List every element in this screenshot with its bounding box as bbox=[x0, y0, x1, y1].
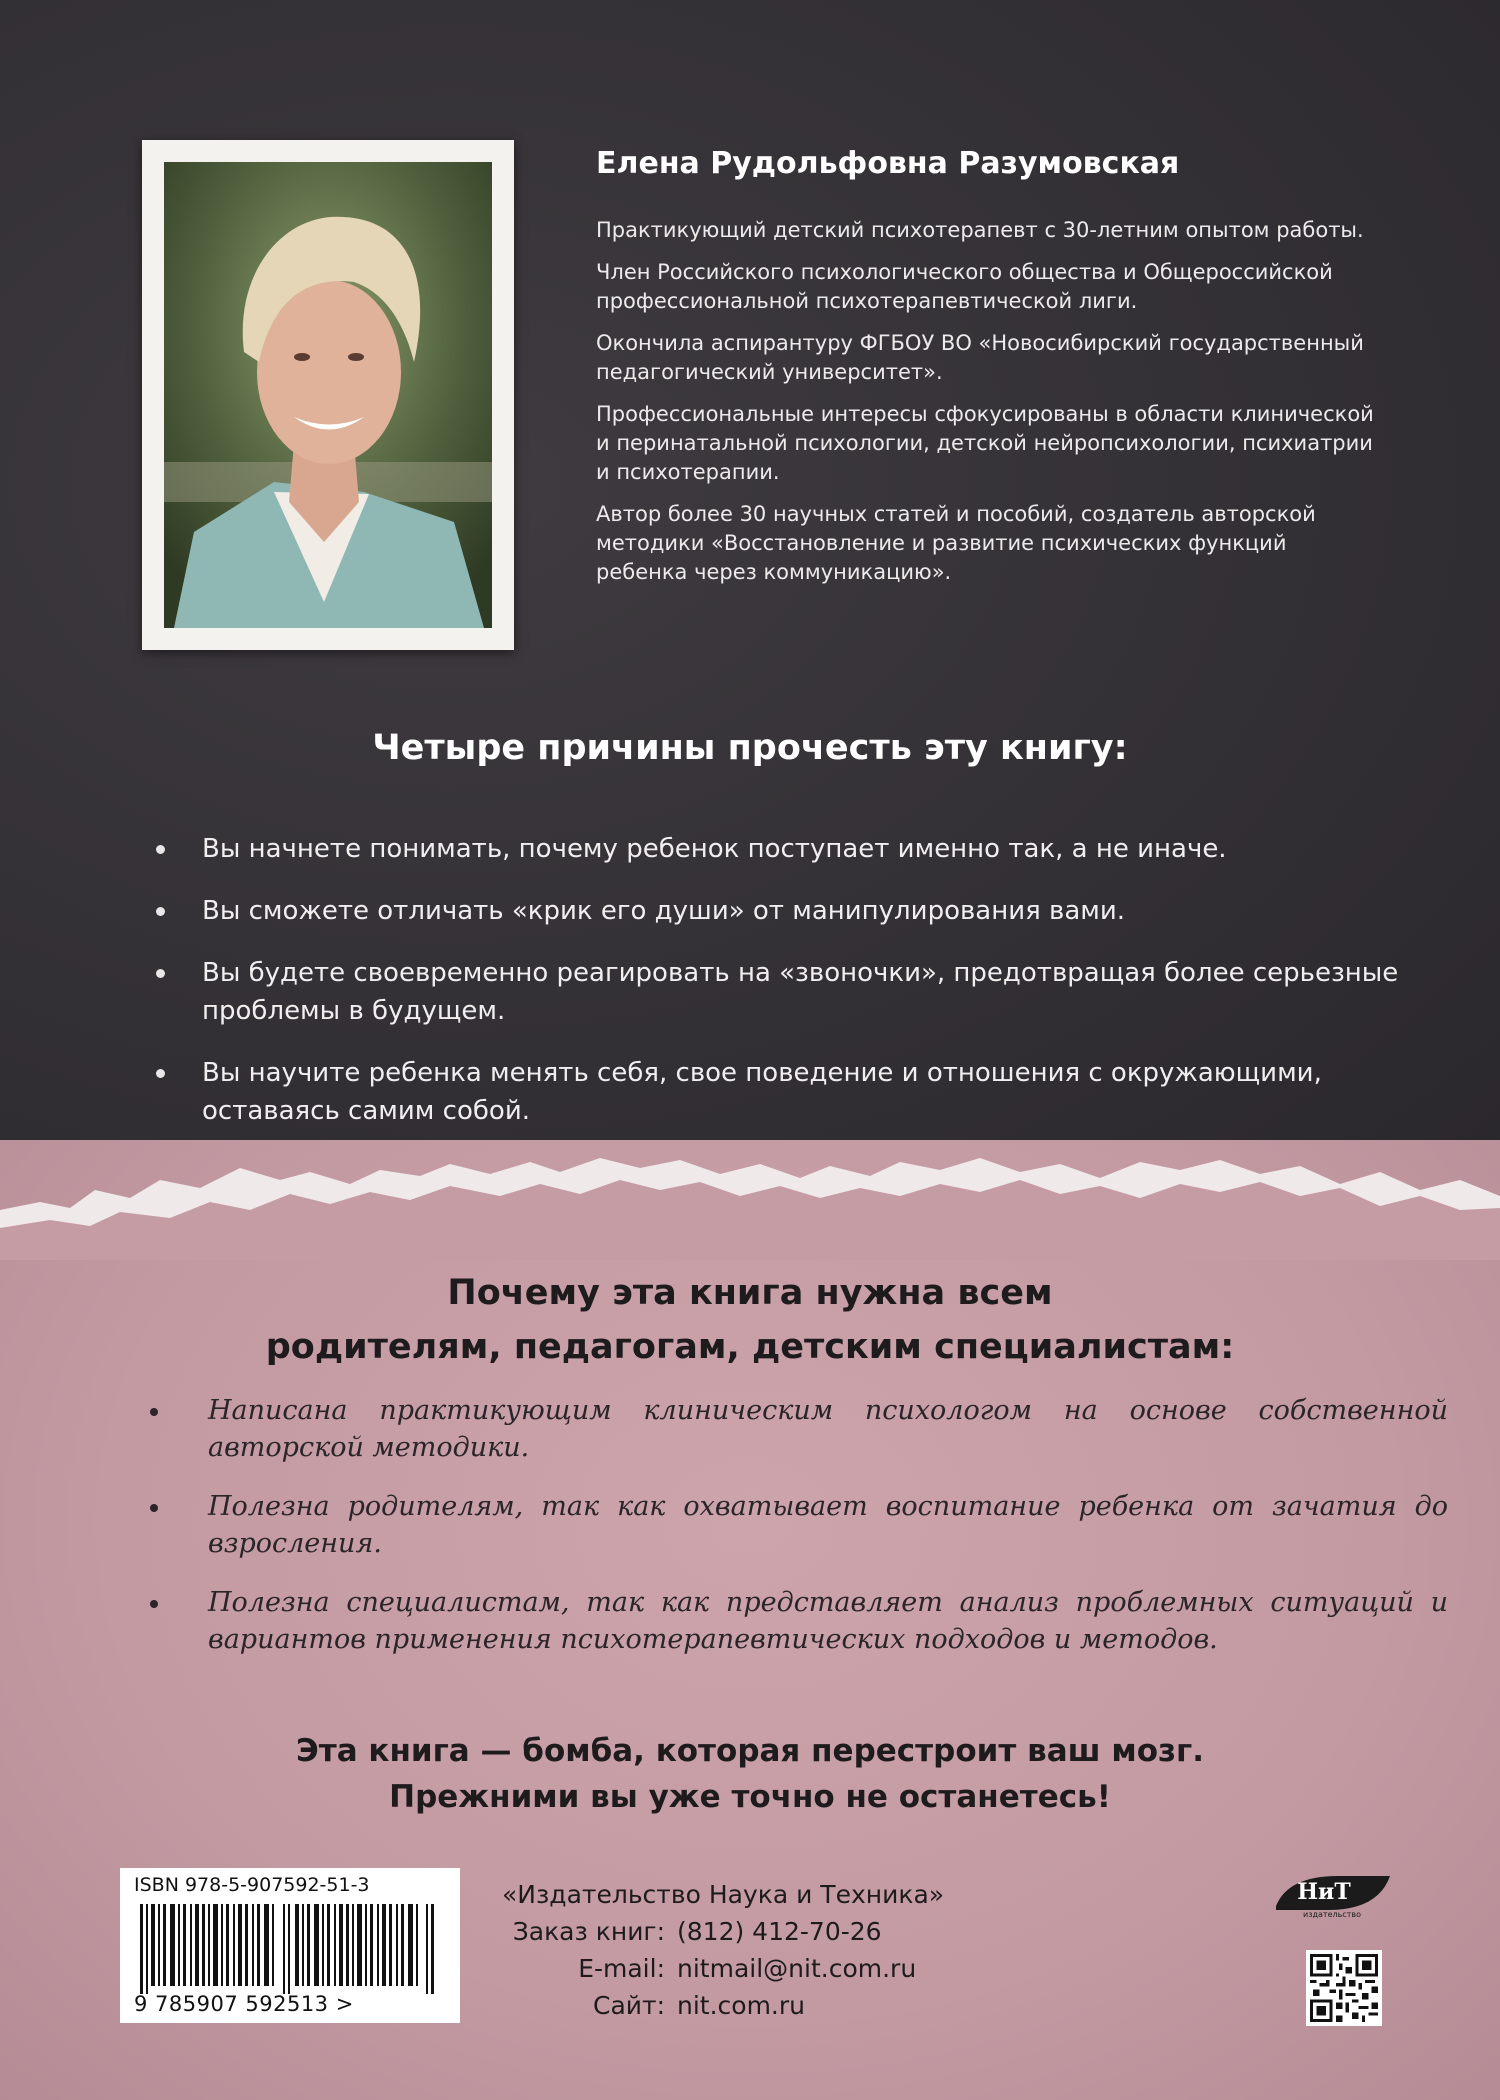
list-item-text: Вы начнете понимать, почему ребенок поступает именно так, а не иначе. bbox=[202, 834, 1227, 864]
closing-statement bbox=[0, 1728, 1500, 1820]
why-title bbox=[0, 1266, 1500, 1374]
closing-line: Прежними вы уже точно не останетесь! bbox=[389, 1779, 1111, 1815]
order-row bbox=[500, 1917, 1020, 1946]
list-item-text: Полезна специалистам, так как представляет анализ проблемных ситуаций и вариантов применения психотерапевтических подходов и методов. bbox=[208, 1587, 1448, 1655]
list-item bbox=[152, 892, 1402, 930]
bio-paragraph: Практикующий детский психотерапевт с 30-летним опытом работы. bbox=[596, 218, 1364, 242]
publisher-logo-icon bbox=[1268, 1870, 1398, 1918]
bullet-icon bbox=[156, 969, 165, 978]
bullet-icon bbox=[150, 1600, 158, 1608]
bio-paragraph: Член Российского психологического общества и Общероссийской профессиональной психотерапевтической лиги. bbox=[596, 260, 1333, 313]
logo-text: НиТ bbox=[1297, 1879, 1351, 1905]
why-title-line: родителям, педагогам, детским специалистам: bbox=[265, 1327, 1235, 1367]
portrait-illustration bbox=[164, 162, 492, 628]
site-row bbox=[500, 1991, 1020, 2020]
bio-paragraph: Профессиональные интересы сфокусированы в области клинической и перинатальной психологии, детской нейропсихологии, психиатрии и психотерапии. bbox=[596, 402, 1374, 484]
list-item-text: Полезна родителям, так как охватывает воспитание ребенка от зачатия до взросления. bbox=[208, 1491, 1448, 1559]
author-name: Елена Рудольфовна Разумовская bbox=[596, 146, 1180, 181]
list-item bbox=[148, 1488, 1448, 1562]
author-photo bbox=[142, 140, 514, 650]
bullet-icon bbox=[156, 907, 165, 916]
bullet-icon bbox=[156, 1069, 165, 1078]
bio-paragraph: Автор более 30 научных статей и пособий, создатель авторской методики «Восстановление и развитие психических функций ребенка через коммуникацию». bbox=[596, 502, 1316, 584]
reasons-list bbox=[152, 830, 1402, 1154]
list-item bbox=[148, 1584, 1448, 1658]
list-item bbox=[152, 954, 1402, 1030]
email-row bbox=[500, 1954, 1020, 1983]
author-bio bbox=[596, 216, 1376, 600]
closing-line: Эта книга — бомба, которая перестроит ваш мозг. bbox=[296, 1733, 1204, 1769]
list-item-text: Вы будете своевременно реагировать на «звоночки», предотвращая более серьезные проблемы в будущем. bbox=[202, 958, 1399, 1026]
barcode-icon bbox=[140, 1904, 440, 1994]
site-link[interactable]: nit.com.ru bbox=[677, 1991, 806, 2020]
isbn-barcode bbox=[120, 1868, 460, 2023]
publisher-info bbox=[500, 1880, 1020, 2020]
list-item bbox=[152, 1054, 1402, 1130]
bullet-icon bbox=[150, 1504, 158, 1512]
order-phone[interactable]: (812) 412-70-26 bbox=[677, 1917, 882, 1946]
site-label: Сайт: bbox=[592, 1991, 665, 2020]
qr-code[interactable] bbox=[1306, 1950, 1382, 2026]
bio-paragraph: Окончила аспирантуру ФГБОУ ВО «Новосибирский государственный педагогический университет». bbox=[596, 331, 1364, 384]
barcode-digits: 9 785907 592513 > bbox=[134, 1992, 354, 2016]
torn-paper-edge bbox=[0, 1150, 1500, 1260]
list-item-text: Вы научите ребенка менять себя, свое поведение и отношения с окружающими, оставаясь самим собой. bbox=[202, 1058, 1322, 1126]
bullet-icon bbox=[156, 845, 165, 854]
logo-subtext: издательство bbox=[1303, 1910, 1361, 1918]
qr-code-icon bbox=[1310, 1954, 1378, 2022]
order-label: Заказ книг: bbox=[512, 1917, 665, 1946]
why-list bbox=[148, 1392, 1448, 1680]
list-item-text: Написана практикующим клиническим психологом на основе собственной авторской методики. bbox=[208, 1395, 1448, 1463]
list-item bbox=[152, 830, 1402, 868]
bullet-icon bbox=[150, 1408, 158, 1416]
list-item bbox=[148, 1392, 1448, 1466]
list-item-text: Вы сможете отличать «крик его души» от манипулирования вами. bbox=[202, 896, 1126, 926]
isbn-label: ISBN 978-5-907592-51-3 bbox=[134, 1874, 370, 1896]
reasons-title: Четыре причины прочесть эту книгу: bbox=[372, 728, 1128, 768]
email-link[interactable]: nitmail@nit.com.ru bbox=[677, 1954, 917, 1983]
email-label: E-mail: bbox=[578, 1954, 665, 1983]
publisher-name: «Издательство Наука и Техника» bbox=[502, 1880, 945, 1909]
why-title-line: Почему эта книга нужна всем bbox=[447, 1273, 1053, 1313]
